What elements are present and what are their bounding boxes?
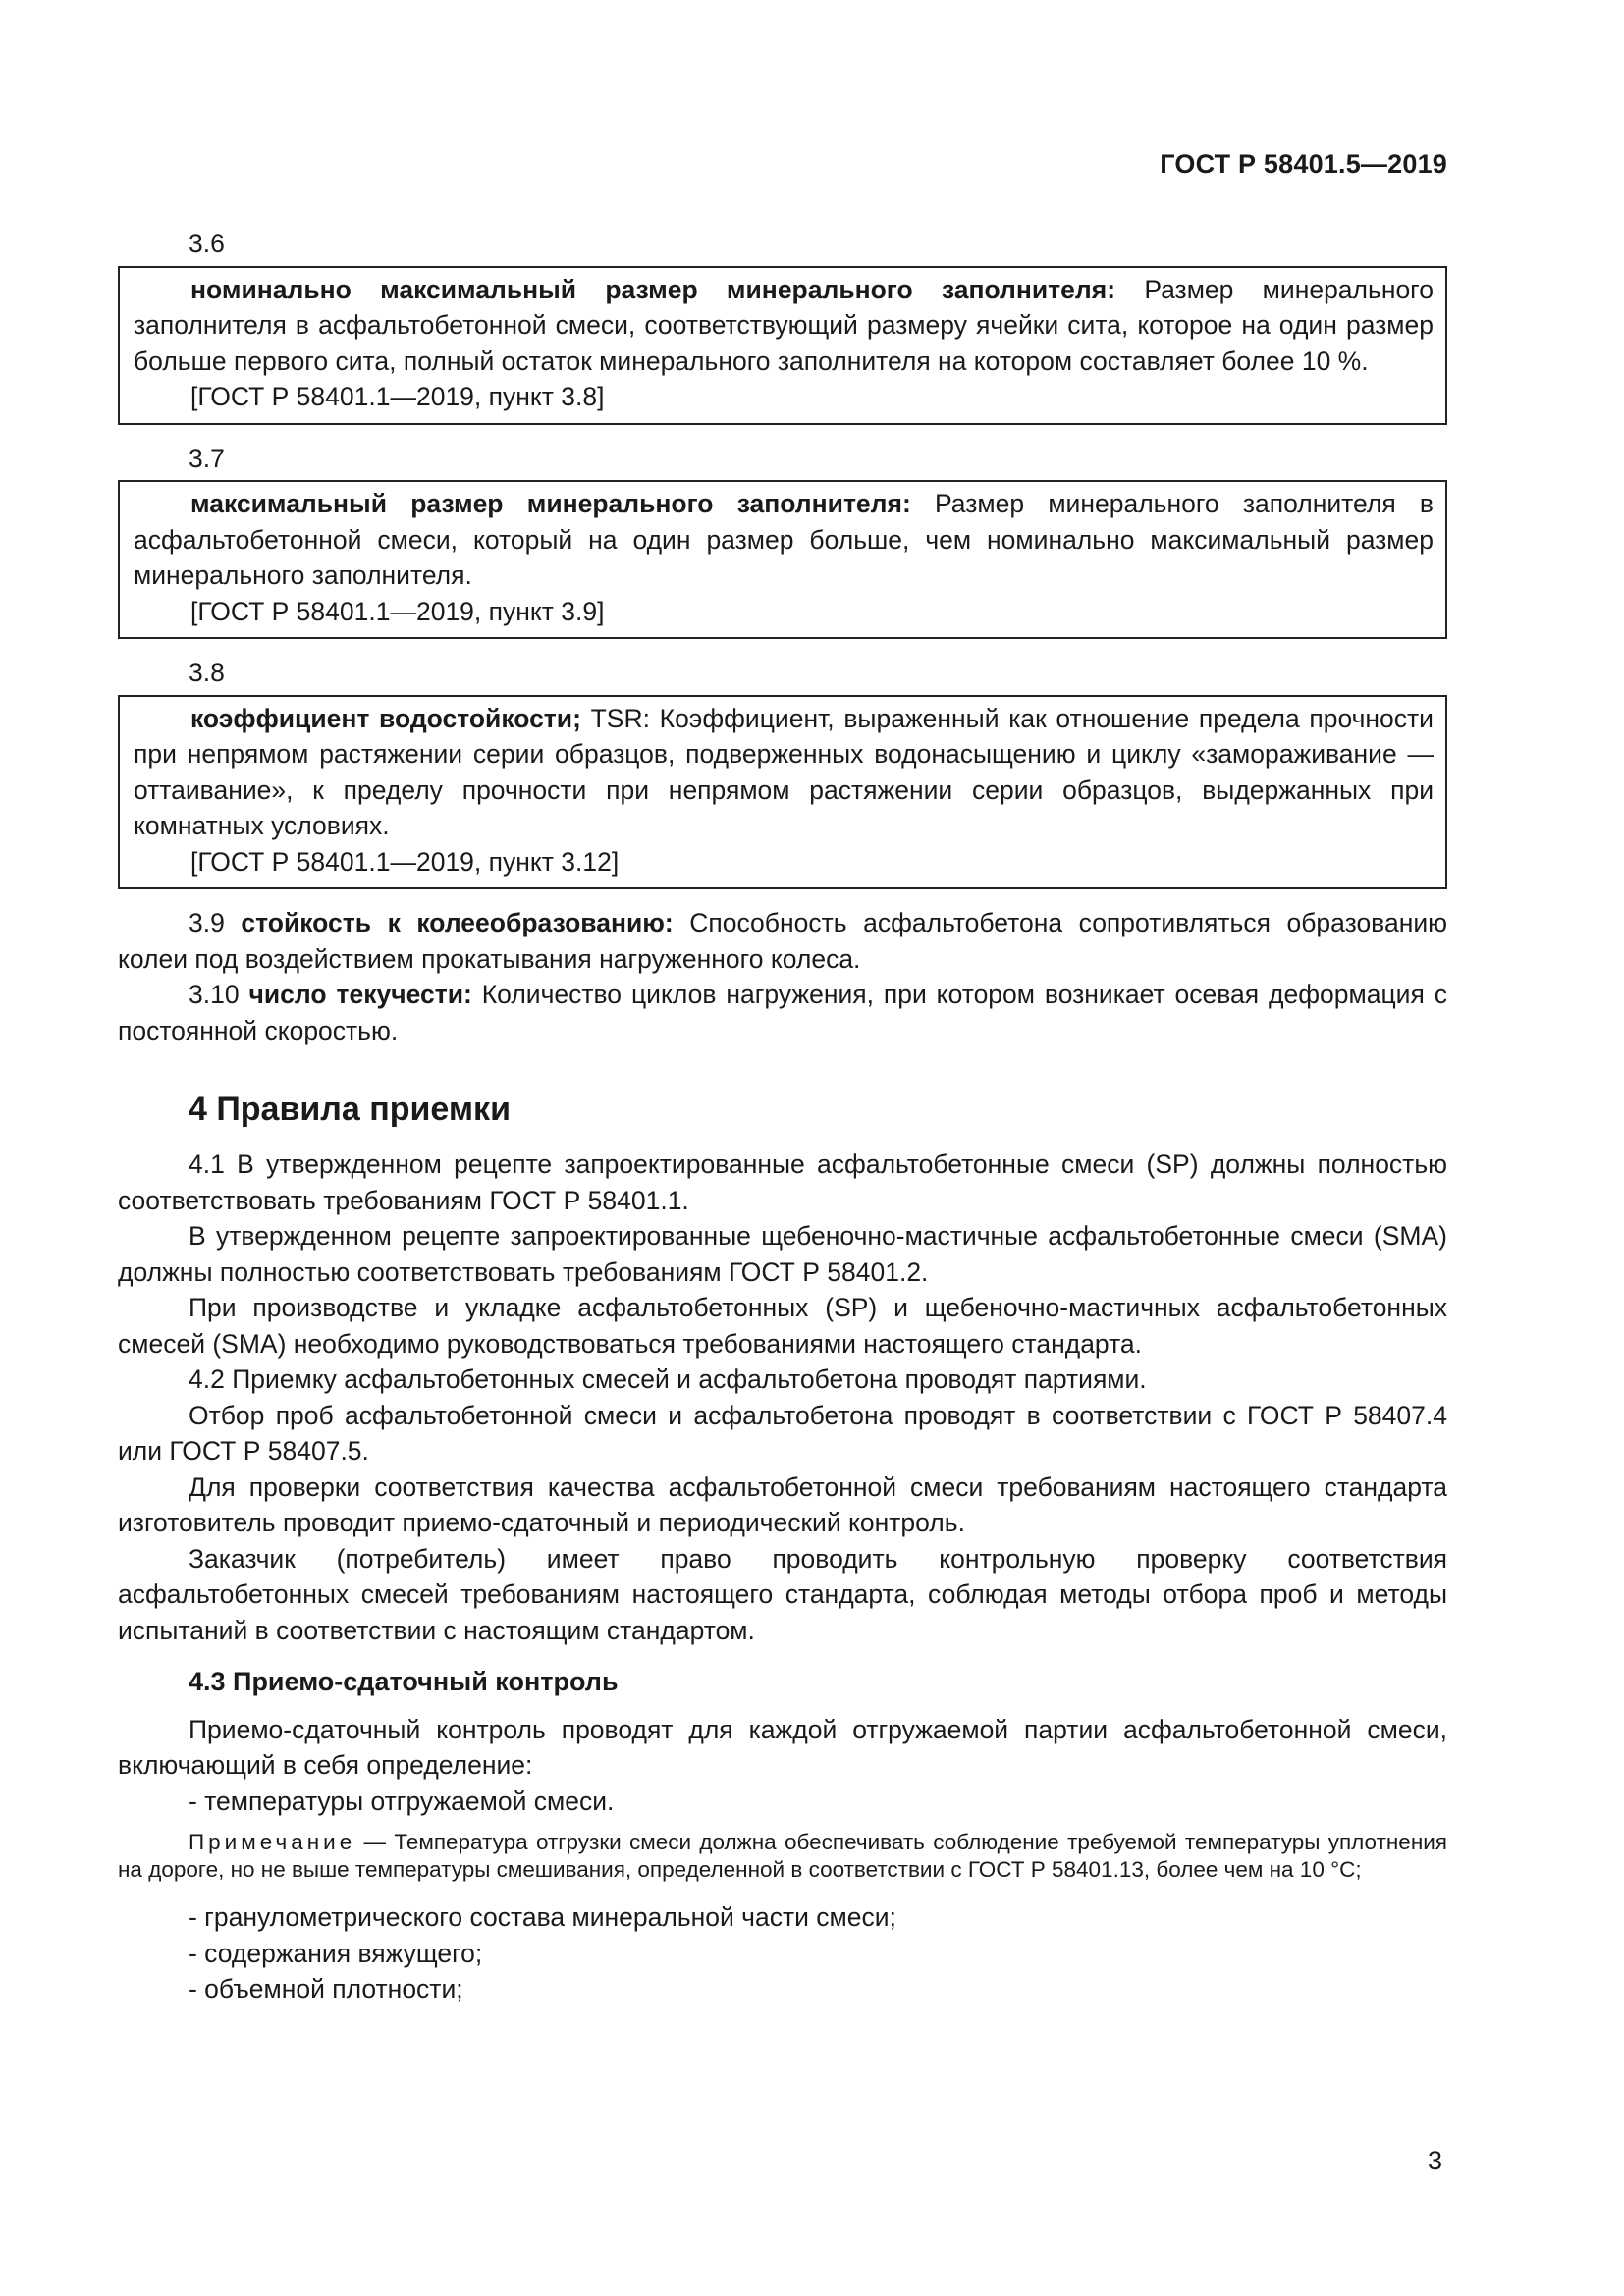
document-body	[118, 224, 1447, 2007]
list-item: - гранулометрического состава минеральной части смеси;	[189, 1902, 896, 1932]
term-text: Размер минерального заполнителя в асфальтобетонной смеси, соответствующий размеру ячейки сита, которое на один размер больше первого сита, полный остаток минерального заполнителя на котором составляет более 10 %.	[134, 274, 1435, 376]
paragraph: 4.2 Приемку асфальтобетонных смесей и асфальтобетона проводят партиями.	[189, 1364, 1147, 1394]
term-source: [ГОСТ Р 58401.1—2019, пункт 3.12]	[190, 846, 620, 877]
note-text: — Температура отгрузки смеси должна обеспечивать соблюдение требуемой температуры уплотнения на дороге, но не выше температуры смешивания, определенной в соответствии с ГОСТ Р 58401.13, более чем на 10 °С;	[118, 1830, 1447, 1882]
paragraph: При производстве и укладке асфальтобетонных (SP) и щебеночно-мастичных асфальтобетонных смесей (SMA) необходимо руководствоваться требованиями настоящего стандарта.	[118, 1293, 1447, 1359]
paragraph: Для проверки соответствия качества асфальтобетонной смеси требованиям настоящего стандарта изготовитель проводит приемо-сдаточный и периодический контроль.	[118, 1471, 1447, 1537]
list-item: - температуры отгружаемой смеси.	[189, 1786, 615, 1816]
paragraph: В утвержденном рецепте запроектированные щебеночно-мастичные асфальтобетонные смеси (SMA) должны полностью соответствовать требованиям ГОСТ Р 58401.2.	[118, 1221, 1447, 1287]
term-text: Размер минерального заполнителя в асфальтобетонной смеси, который на один размер больше, чем номинально максимальный размер минерального заполнителя.	[134, 489, 1434, 590]
list-item: - содержания вяжущего;	[189, 1938, 483, 1968]
paragraph: Заказчик (потребитель) имеет право проводить контрольную проверку соответствия асфальтобетонных смесей требованиям настоящего стандарта, соблюдая методы отбора проб и методы испытаний в соответствии с настоящим стандартом.	[118, 1543, 1447, 1645]
page-number: 3	[1427, 2146, 1442, 2175]
term-definition	[134, 272, 1434, 380]
term-number: 3.8	[189, 658, 225, 687]
term-definition	[134, 486, 1434, 594]
term-text: Способность асфальтобетона сопротивляться образованию колеи под воздействием прокатывания нагруженного колеса.	[118, 908, 1448, 974]
term-box	[118, 480, 1447, 639]
term-name: коэффициент водостойкости;	[190, 703, 581, 733]
term-number: 3.9	[189, 908, 242, 937]
term-inline	[118, 905, 1447, 977]
section-heading: 4 Правила приемки	[189, 1091, 511, 1128]
term-name: число текучести:	[248, 980, 472, 1009]
subsection-heading: 4.3 Приемо-сдаточный контроль	[189, 1667, 619, 1696]
list-item: - объемной плотности;	[189, 1974, 463, 2003]
term-text: TSR: Коэффициент, выраженный как отношение предела прочности при непрямом растяжении серии образцов, подверженных водонасыщению и циклу «замораживание — оттаивание», к пределу прочности при непрямом растяжении серии образцов, выдержанных при комнатных условиях.	[134, 703, 1434, 840]
term-name: стойкость к колееобразованию:	[241, 908, 674, 937]
term-number: 3.6	[189, 229, 225, 258]
note	[118, 1829, 1447, 1884]
term-number: 3.10	[189, 980, 249, 1009]
term-name: максимальный размер минерального заполнителя:	[190, 489, 911, 518]
paragraph: 4.1 В утвержденном рецепте запроектированные асфальтобетонные смеси (SP) должны полностью соответствовать требованиям ГОСТ Р 58401.1.	[118, 1149, 1447, 1215]
term-box	[118, 695, 1447, 890]
term-inline	[118, 977, 1447, 1048]
term-number: 3.7	[189, 443, 225, 473]
term-box	[118, 266, 1447, 425]
term-name: номинально максимальный размер минерального заполнителя:	[190, 274, 1116, 304]
term-text: Количество циклов нагружения, при котором возникает осевая деформация с постоянной скоростью.	[118, 980, 1447, 1045]
term-definition	[134, 701, 1434, 844]
paragraph: Приемо-сдаточный контроль проводят для каждой отгружаемой партии асфальтобетонной смеси, включающий в себя определение:	[118, 1714, 1447, 1780]
document-header: ГОСТ Р 58401.5—2019	[1160, 149, 1447, 179]
note-label: Примечание	[189, 1830, 356, 1854]
paragraph: Отбор проб асфальтобетонной смеси и асфальтобетона проводят в соответствии с ГОСТ Р 58407.4 или ГОСТ Р 58407.5.	[118, 1400, 1447, 1466]
term-source: [ГОСТ Р 58401.1—2019, пункт 3.9]	[190, 596, 605, 626]
term-source: [ГОСТ Р 58401.1—2019, пункт 3.8]	[190, 382, 605, 411]
